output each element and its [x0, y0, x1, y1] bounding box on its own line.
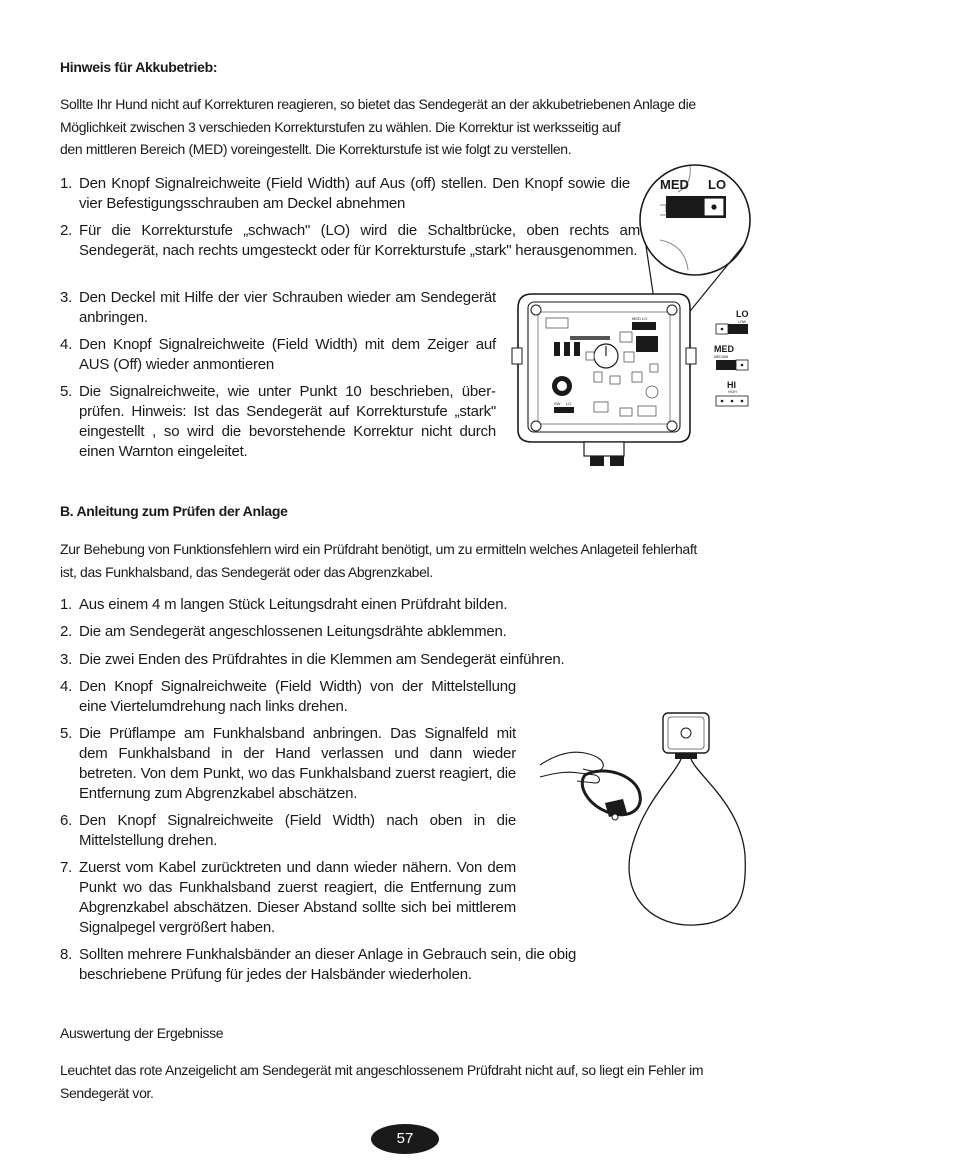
step-a-5: 5. Die Signalreichweite, wie unter Punkt 10 beschrieben, überprüfen. Hinweis: Ist das Sendegerät auf Korrekturstufe „stark" eingestellt , so wird die bevorstehende Korrektur nicht durch einen Warnton eingeleitet. [60, 383, 496, 460]
intro-line: Möglichkeit zwischen 3 verschieden Korrekturstufen zu wählen. Die Korrektur ist werksseitig auf [60, 119, 621, 135]
step-b-5: 5. Die Prüflampe am Funkhalsband anbringen. Das Signalfeld mit dem Funkhalsband in der Hand verlassen und dann wieder betreten. Von dem Punkt, wo das Funkhalsband zuerst reagiert, die Entfernung zum Abgrenzkabel abschätzen. [60, 725, 516, 802]
step-a-3: 3. Den Deckel mit Hilfe der vier Schrauben wieder am Sendegerät anbringen. [60, 289, 496, 326]
intro-line: den mittleren Bereich (MED) voreingestellt. Die Korrekturstufe ist wie folgt zu verstellen. [60, 141, 572, 157]
board-lo-label: LO [566, 401, 572, 406]
setting-med-sub: MEDIUM [714, 355, 729, 359]
hand [540, 752, 603, 783]
step-b-8: 8. Sollten mehrere Funkhalsbänder an dieser Anlage in Gebrauch sein, die obig beschriebene Prüfung für jedes der Halsbänder wiederholen. [60, 946, 577, 983]
setting-hi-label: HI [727, 380, 736, 390]
intro-line: ist, das Funkhalsband, das Sendegerät oder das Abgrenzkabel. [60, 564, 433, 580]
section-a-heading: Hinweis für Akkubetrieb: [60, 59, 218, 75]
step-a-2: 2. Für die Korrekturstufe „schwach" (LO) wird die Schaltbrücke, oben rechts am Sendegerät, nach rechts umgesteckt oder für Korrekturstufe „stark" herausgenommen. [60, 222, 640, 259]
zoom-pin [711, 204, 716, 209]
evaluation-line: Leuchtet das rote Anzeigelicht am Sendegerät mit angeschlossenem Prüfdraht nicht auf, so liegt ein Fehler im [60, 1062, 704, 1078]
board-med-lo-label: MED LO [632, 316, 648, 321]
step-a-4: 4. Den Knopf Signalreichweite (Field Width) mit dem Zeiger auf AUS (Off) wieder anmontieren [60, 336, 496, 373]
step-b-2: 2. Die am Sendegerät angeschlossenen Leitungsdrähte abklemmen. [60, 623, 507, 640]
step-a-1: 1. Den Knopf Signalreichweite (Field Width) auf Aus (off) stellen. Den Knopf sowie die vier Befestigungsschrauben am Deckel abnehmen [60, 175, 630, 212]
page-number: 57 [371, 1124, 439, 1154]
section-b-heading: B. Anleitung zum Prüfen der Anlage [60, 503, 288, 519]
setting-lo-sub: LOW [738, 320, 746, 324]
setting-lo-label: LO [736, 309, 749, 319]
board-sw-label: SW [554, 401, 561, 406]
test-wire-loop [629, 759, 745, 925]
jumper-med [716, 360, 736, 370]
zoom-lo-label: LO [708, 177, 727, 192]
setting-med-label: MED [714, 344, 734, 354]
step-b-7: 7. Zuerst vom Kabel zurücktreten und dann wieder nähern. Von dem Punkt wo das Funkhalsband zuerst reagiert, die Entfernung zum Abgrenzkabel abschätzen. Dieser Abstand sollte sich bei mittlerem Signalpegel vergrößert haben. [60, 859, 516, 936]
evaluation-line: Sendegerät vor. [60, 1085, 154, 1101]
evaluation-heading: Auswertung der Ergebnisse [60, 1025, 224, 1041]
intro-line: Zur Behebung von Funktionsfehlern wird ein Prüfdraht benötigt, um zu ermitteln welches Anlageteil fehlerhaft [60, 541, 697, 557]
jumper-lo [728, 324, 748, 334]
intro-line: Sollte Ihr Hund nicht auf Korrekturen reagieren, so bietet das Sendegerät an der akkubetriebenen Anlage die [60, 96, 696, 112]
step-b-3: 3. Die zwei Enden des Prüfdrahtes in die Klemmen am Sendegerät einführen. [60, 651, 565, 668]
transmitter-jumper-diagram [510, 150, 780, 475]
step-b-6: 6. Den Knopf Signalreichweite (Field Width) nach oben in die Mittelstellung drehen. [60, 812, 516, 849]
zoom-med-label: MED [660, 177, 689, 192]
setting-hi-sub: HIGH [728, 390, 737, 394]
test-loop-illustration [535, 705, 760, 930]
step-b-4: 4. Den Knopf Signalreichweite (Field Width) von der Mittelstellung eine Viertelumdrehung nach links drehen. [60, 678, 516, 715]
step-b-1: 1. Aus einem 4 m langen Stück Leitungsdraht einen Prüfdraht bilden. [60, 596, 508, 613]
